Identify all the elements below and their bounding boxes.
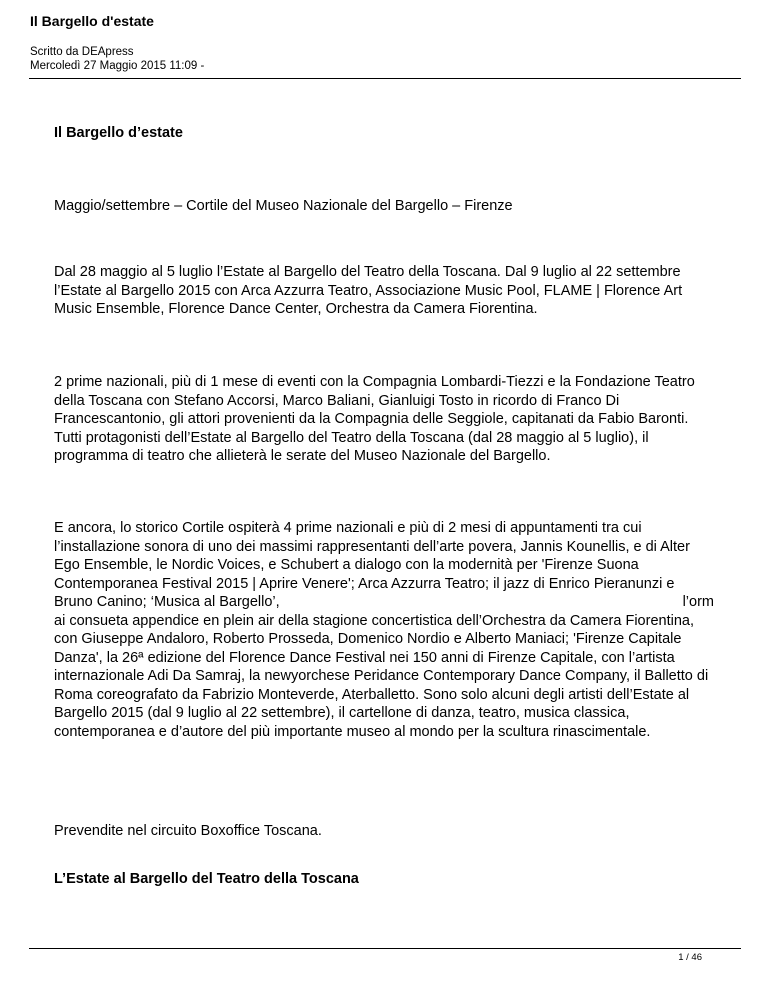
paragraph-3-part-a — [54, 519, 714, 612]
paragraph-3-text-b: ai consueta appendice en plein air della stagione concertistica dell’Orchestra da Camera Fiorentina, con Giuseppe Andaloro, Roberto Prosseda, Domenico Nordio e Alberto Maniaci; 'Firenze Capitale Danza', la 26ª edizione del Florence Dance Festival nei 150 anni di Firenze Capitale, con l’artista internazionale Adi Da Samraj, la newyorchese Peridance Contemporary Dance Company, il Balletto di Roma coreografato da Fabrizio Monteverde, Aterballetto. Sono solo alcuni degli artisti dell’Estate al Bargello 2015 (dal 9 luglio al 22 settembre), il cartellone di danza, teatro, musica classica, contemporanea e d’autore del più importante museo al mondo per la scultura rinascimentale. — [54, 612, 709, 740]
paragraph-1: Dal 28 maggio al 5 luglio l’Estate al Bargello del Teatro della Toscana. Dal 9 luglio al 22 settembre l’Estate al Bargello 2015 con Arca Azzurra Teatro, Associazione Music Pool, FLAME | Florence Art Music Ensemble, Florence Dance Center, Orchestra da Camera Fiorentina. — [54, 264, 683, 317]
paragraph-2: 2 prime nazionali, più di 1 mese di eventi con la Compagnia Lombardi-Tiezzi e la Fondazione Teatro della Toscana con Stefano Accorsi, Marco Baliani, Gianluigi Tosto in ricordo di Franco Di Francescantonio, gli attori provenienti da la Compagnia delle Seggiole, capitanati da Fabio Baronti. Tutti protagonisti dell’Estate al Bargello del Teatro della Toscana (dal 28 maggio al 5 luglio), il programma di teatro che allieterà le serate del Museo Nazionale del Bargello. — [54, 374, 695, 464]
paragraph-3 — [54, 519, 714, 741]
page-header — [30, 12, 740, 30]
footer-divider — [29, 948, 741, 949]
paragraph-3-orm: l’orm — [682, 594, 714, 610]
author-line: Scritto da DEApress — [30, 46, 134, 58]
article-subtitle: Maggio/settembre – Cortile del Museo Nazionale del Bargello – Firenze — [54, 198, 513, 214]
date-line: Mercoledì 27 Maggio 2015 11:09 - — [30, 60, 205, 72]
site-title: Il Bargello d'estate — [30, 13, 154, 29]
section-heading: L’Estate al Bargello del Teatro della Toscana — [54, 871, 359, 887]
article-meta — [30, 45, 204, 73]
paragraph-4: Prevendite nel circuito Boxoffice Toscana. — [54, 823, 322, 839]
header-divider — [29, 78, 741, 79]
paragraph-3-text-a: E ancora, lo storico Cortile ospiterà 4 prime nazionali e più di 2 mesi di appuntamenti tra cui l’installazione sonora di uno dei massimi rappresentanti dell’arte povera, Jannis Kounellis, e di Alter Ego Ensemble, le Nordic Voices, e Schubert a dialogo con la modernità per 'Firenze Suona Contemporanea Festival 2015 | Aprire Venere'; Arca Azzurra Teatro; il jazz di Enrico Pieranunzi e Bruno Canino; ‘Musica al Bargello’, — [54, 520, 690, 610]
article-title: Il Bargello d’estate — [54, 125, 183, 141]
page-number: 1 / 46 — [678, 952, 702, 963]
